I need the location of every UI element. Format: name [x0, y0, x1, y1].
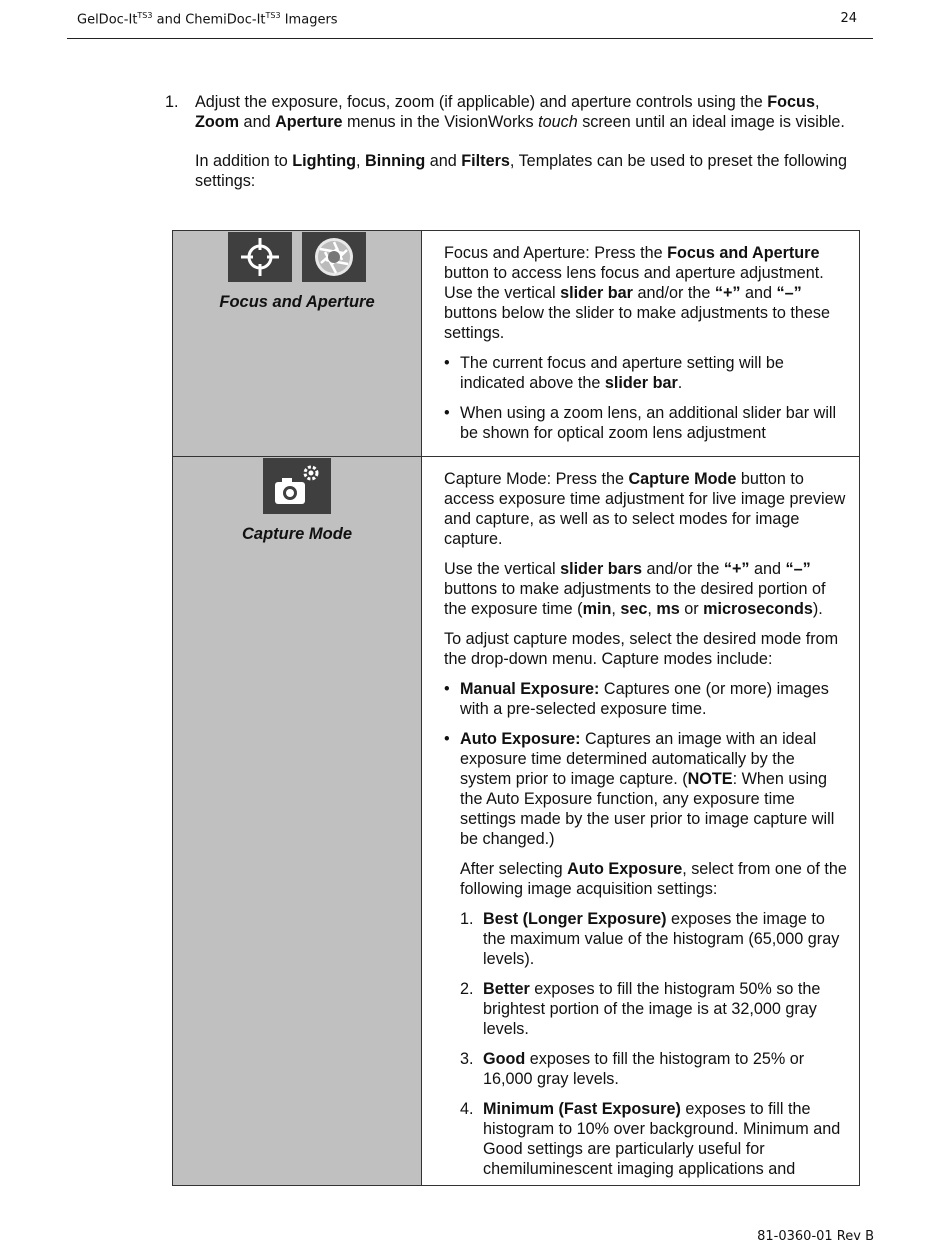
list-item: 3. Good exposes to fill the histogram to 25% or 16,000 gray levels.	[460, 1050, 805, 1088]
header-title-part: GelDoc-It	[77, 12, 138, 28]
camera-settings-icon	[263, 458, 331, 514]
list-item: • When using a zoom lens, an additional slider bar will be shown for optical zoom lens adjustment	[444, 403, 849, 443]
description-paragraph: Use the vertical slider bars and/or the “+” and “–” buttons to make adjustments to the desired portion of the exposure time (min, sec, ms or microseconds).	[444, 560, 826, 618]
table-row	[173, 457, 860, 1186]
header-title	[77, 11, 338, 27]
list-item: • The current focus and aperture setting will be indicated above the slider bar.	[444, 353, 849, 393]
capture-icon-cell	[173, 457, 422, 1186]
description-paragraph: Focus and Aperture: Press the Focus and Aperture button to access lens focus and aperture adjustment. Use the vertical slider bar and/or the “+” and “–” buttons below the slider to make adjustments to these settings.	[444, 244, 831, 342]
description-paragraph: Capture Mode: Press the Capture Mode button to access exposure time adjustment for live image preview and capture, as well as to select modes for image capture.	[444, 470, 846, 548]
header-superscript: TS3	[137, 11, 153, 20]
header-title-part: Imagers	[280, 12, 338, 28]
step-paragraph: Adjust the exposure, focus, zoom (if applicable) and aperture controls using the Focus, Zoom and Aperture menus in the VisionWorks touch screen until an ideal image is visible.	[195, 93, 845, 131]
focus-bullets	[444, 353, 849, 443]
list-item: • Manual Exposure: Captures one (or more) images with a pre-selected exposure time.	[444, 679, 849, 719]
capture-bullets	[444, 679, 849, 849]
step-section	[165, 92, 865, 210]
focus-description	[422, 231, 860, 457]
acquisition-settings-list	[444, 909, 849, 1179]
focus-caption: Focus and Aperture	[219, 293, 375, 311]
focus-icon-cell	[173, 231, 422, 457]
crosshair-icon	[228, 232, 292, 282]
capture-caption: Capture Mode	[241, 525, 352, 543]
capture-description	[422, 457, 860, 1186]
step-number: 1.	[165, 93, 179, 111]
templates-intro: In addition to Lighting, Binning and Filters, Templates can be used to preset the following settings:	[195, 152, 848, 190]
page-number: 24	[840, 11, 857, 26]
focus-icons	[174, 232, 420, 282]
auto-exposure-note: After selecting Auto Exposure, select from one of the following image acquisition settings:	[460, 860, 847, 898]
list-item: • Auto Exposure: Captures an image with an ideal exposure time determined automatically by the system prior to image capture. (NOTE: When using the Auto Exposure function, any exposure time settings made by the user prior to image capture will be changed.)	[444, 729, 849, 849]
capture-icons	[174, 458, 420, 514]
header-superscript: TS3	[265, 11, 281, 20]
step-item	[165, 92, 865, 210]
list-item: 2. Better exposes to fill the histogram 50% so the brightest portion of the image is at 32,000 gray levels.	[460, 980, 821, 1038]
settings-table	[172, 230, 860, 1186]
header-title-part: and ChemiDoc-It	[152, 12, 266, 28]
document-number: 81-0360-01 Rev B	[757, 1229, 874, 1244]
list-item: 4. Minimum (Fast Exposure) exposes to fill the histogram to 10% over background. Minimum and Good settings are particularly useful for chemiluminescent imaging applications and	[460, 1100, 841, 1178]
description-paragraph: To adjust capture modes, select the desired mode from the drop-down menu. Capture modes include:	[444, 630, 839, 668]
step-body	[195, 92, 865, 210]
table-row	[173, 231, 860, 457]
aperture-icon	[302, 232, 366, 282]
page-header	[67, 0, 873, 39]
list-item: 1. Best (Longer Exposure) exposes the image to the maximum value of the histogram (65,000 gray levels).	[460, 910, 840, 968]
